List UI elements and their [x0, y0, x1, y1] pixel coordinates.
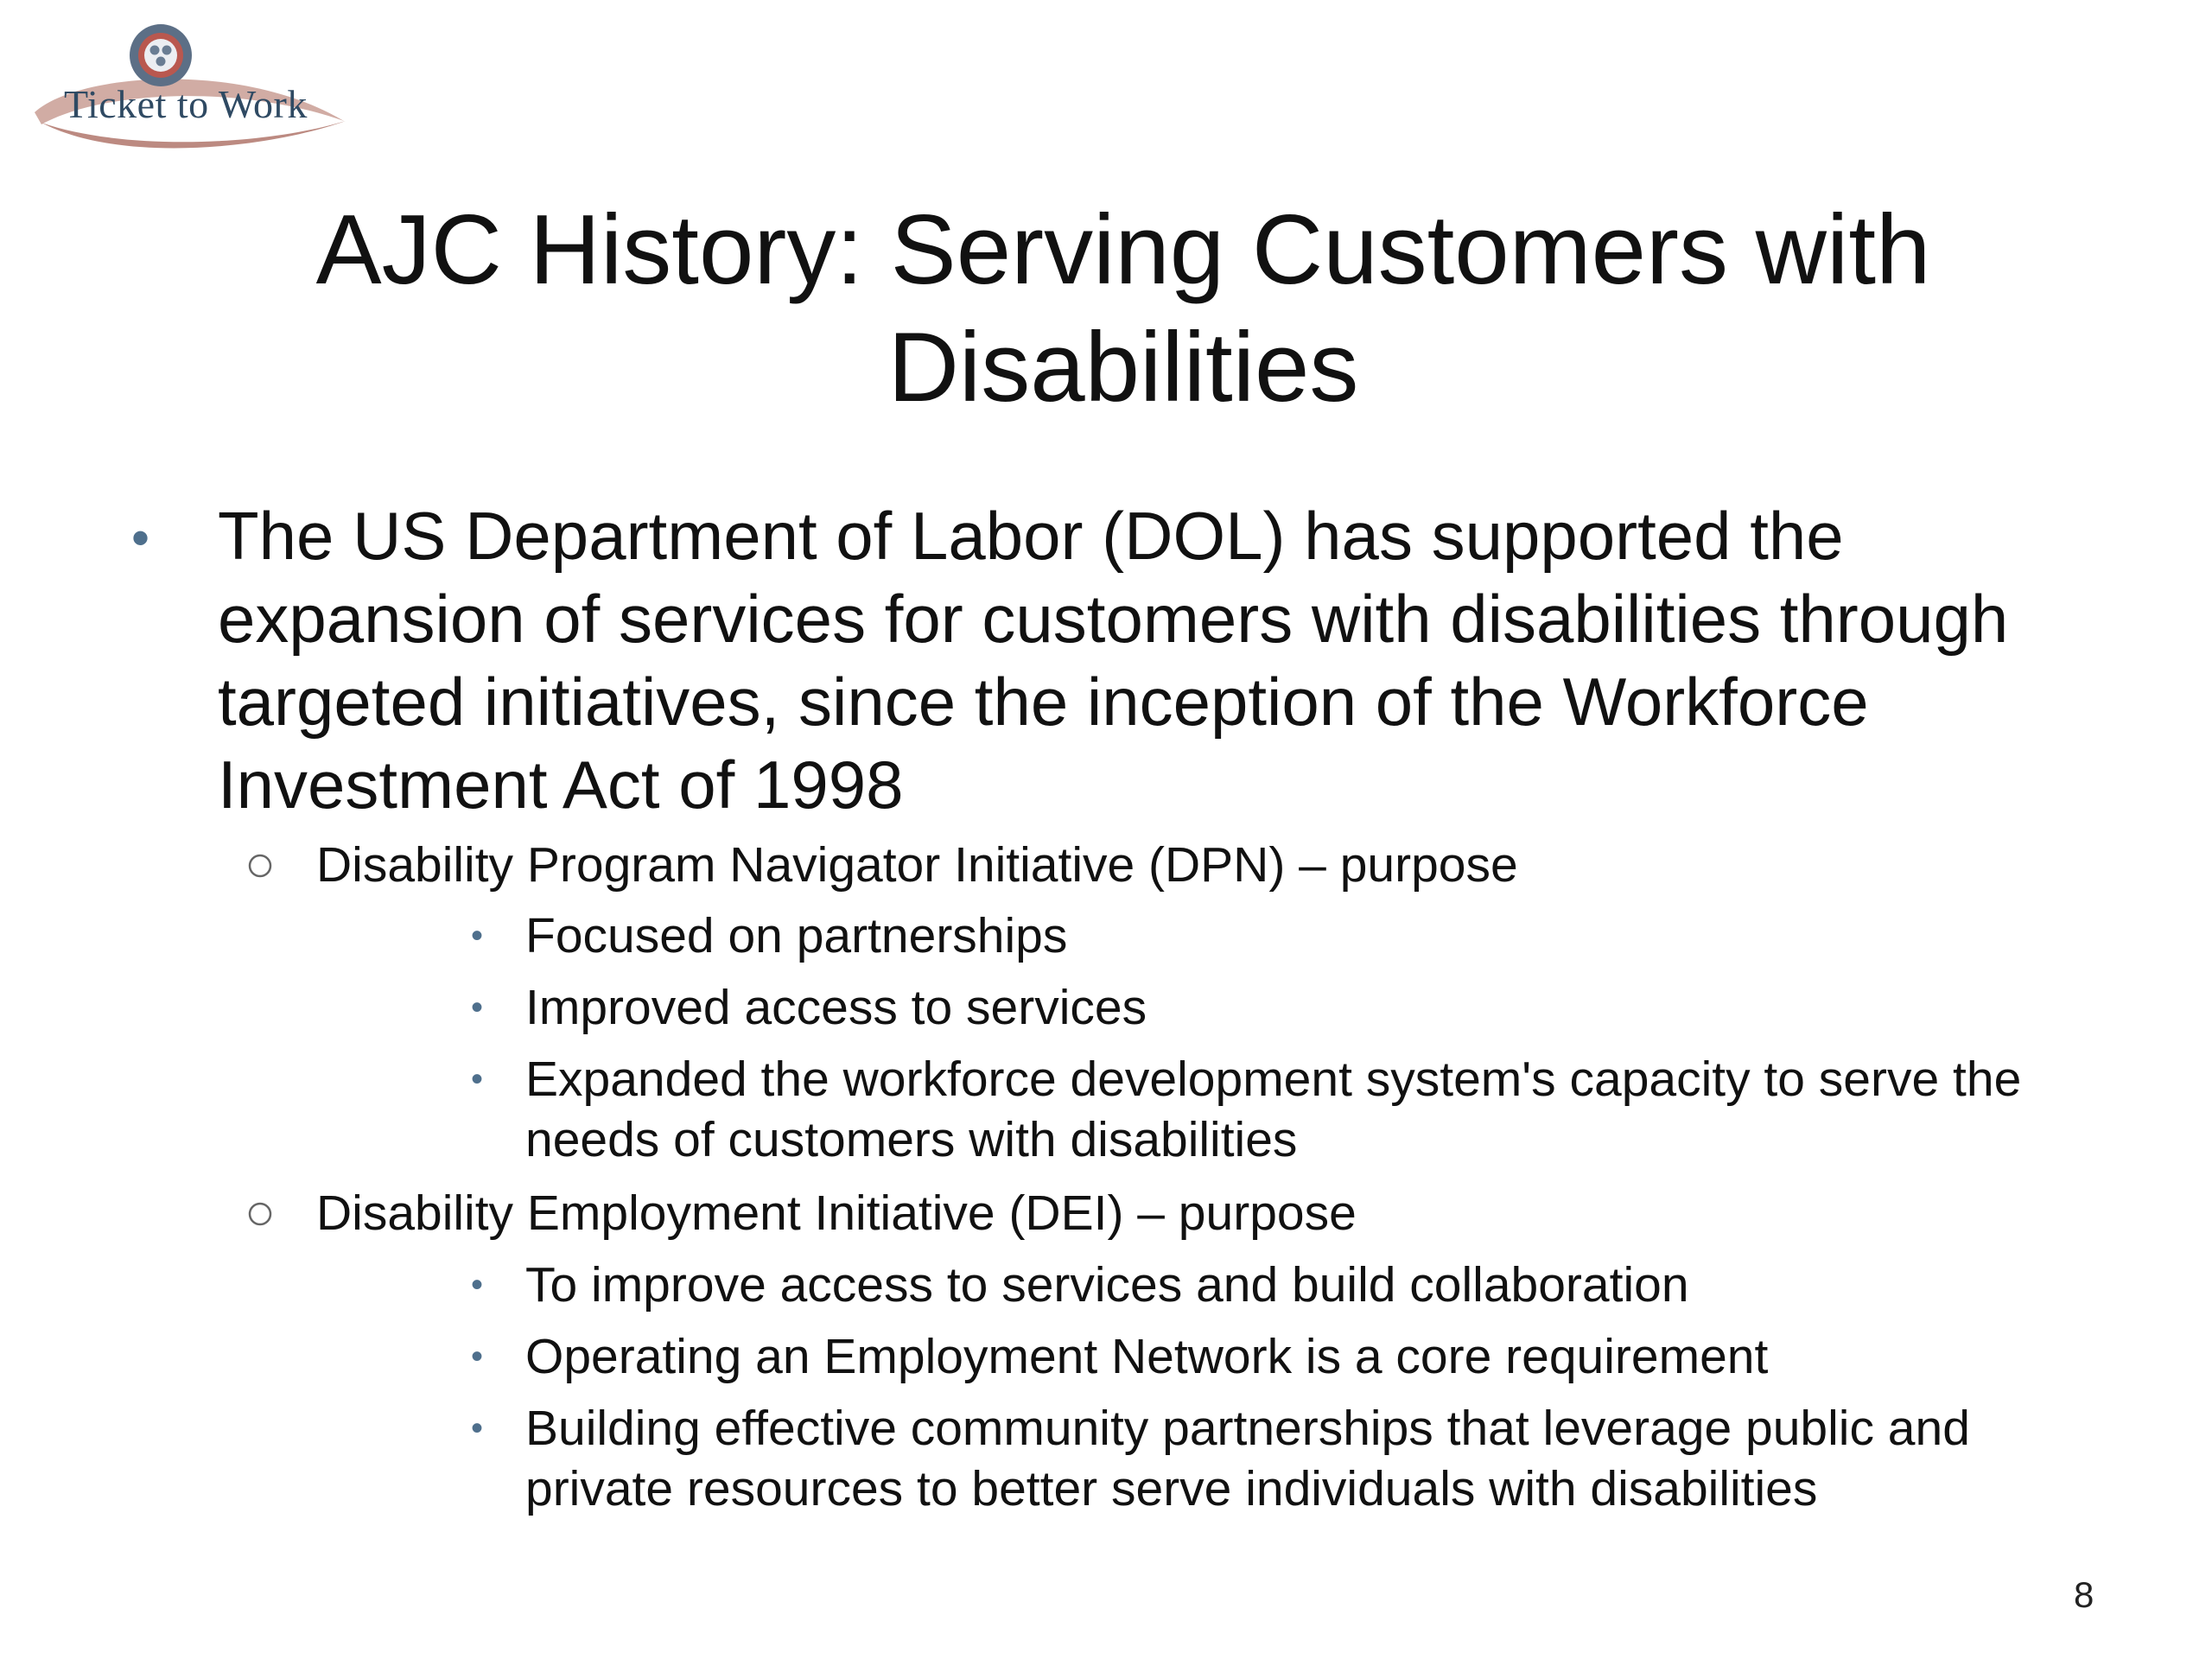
page-number: 8 [2074, 1574, 2094, 1615]
hollow-circle-bullet-icon [245, 851, 275, 880]
initiative-dpn-label: Disability Program Navigator Initiative (DPN) – purpose [316, 837, 1518, 893]
slide-title: AJC History: Serving Customers with Disabilities [315, 195, 1931, 423]
bullet-icon: • [471, 917, 484, 955]
bullet-icon: • [471, 988, 484, 1027]
bullet-icon: • [471, 1409, 484, 1447]
bullet-icon: • [471, 1060, 484, 1098]
main-point: The US Department of Labor (DOL) has supported the expansion of services for customers with disabilities through targeted initiatives, since the inception of the Workforce Investment Act of 1998 [218, 498, 2009, 823]
logo-text: Ticket to Work [64, 82, 308, 126]
bullet-icon: • [471, 1266, 484, 1304]
list-item: Operating an Employment Network is a core requirement [525, 1329, 1769, 1384]
list-item: Focused on partnerships [525, 908, 1068, 963]
bullet-icon: • [471, 1338, 484, 1376]
bullet-icon: • [131, 509, 150, 567]
hollow-circle-bullet-icon [245, 1199, 275, 1229]
list-item: Expanded the workforce development system's capacity to serve the needs of customers with disabilities [525, 1052, 2022, 1167]
list-item: Building effective community partnerships that leverage public and private resources to better serve individuals with disabilities [525, 1401, 1970, 1516]
initiative-dei-label: Disability Employment Initiative (DEI) – purpose [316, 1185, 1357, 1241]
list-item: To improve access to services and build collaboration [525, 1257, 1689, 1313]
list-item: Improved access to services [525, 980, 1147, 1035]
